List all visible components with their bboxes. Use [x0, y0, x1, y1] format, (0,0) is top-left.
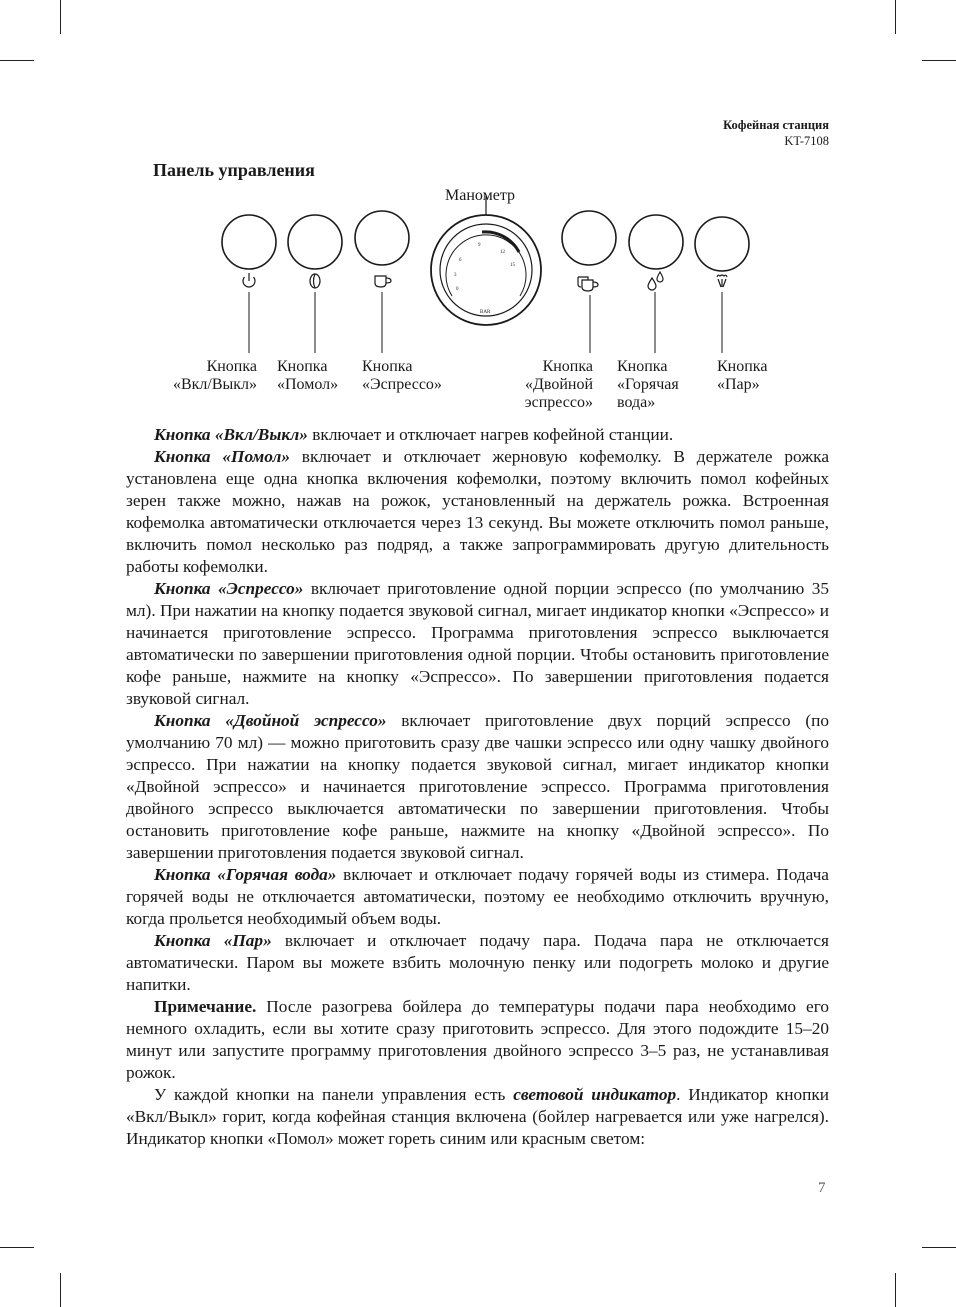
label-line: «Эспрессо»	[362, 376, 442, 393]
cup-icon	[375, 276, 391, 287]
paragraph-text: включает приготовление двух порций эспрессо (по умолчанию 70 мл) — можно приготовить сразу две чашки эспрессо или одну чашку двойного эспрессо. При нажатии на кнопку подается звуковой сигнал, мигает индикатор кнопки «Двойной эспрессо» и начинается приготовление эспрессо. Программа приготовления двойного эспрессо выключается автоматически по завершении приготовления. Чтобы остановить приготовление кофе раньше, нажмите на кнопку «Двойной эспрессо». По завершении приготовления подается звуковой сигнал.	[126, 711, 830, 862]
label-line: вода»	[617, 394, 656, 411]
label-line: «Помол»	[277, 376, 339, 393]
paragraph-lead: Кнопка «Вкл/Выкл»	[154, 425, 308, 444]
coffee-bean-icon	[310, 274, 320, 288]
label-line: Кнопка	[717, 358, 768, 375]
paragraph-steam	[126, 930, 829, 996]
power-icon	[243, 273, 255, 287]
label-line: Кнопка	[362, 358, 413, 375]
button-grind-circle	[288, 215, 342, 269]
paragraph-text: У каждой кнопки на панели управления есть	[154, 1085, 514, 1104]
crop-mark	[895, 1273, 896, 1307]
gauge-tick-0: 0	[456, 287, 459, 292]
paragraph-emphasis: световой индикатор	[513, 1085, 677, 1104]
note-lead: Примечание.	[154, 997, 257, 1016]
label-line: «Пар»	[717, 376, 760, 393]
button-espresso-circle	[355, 211, 409, 265]
header-model: KT-7108	[784, 134, 829, 148]
paragraph-lead: Кнопка «Горячая вода»	[154, 865, 337, 884]
label-line: Кнопка	[277, 358, 328, 375]
paragraph-power	[126, 424, 829, 446]
gauge-tick-6: 6	[459, 258, 462, 263]
gauge-tick-3: 3	[454, 273, 457, 278]
water-drops-icon	[648, 272, 663, 290]
label-line: Кнопка	[542, 358, 593, 375]
page-number: 7	[818, 1180, 826, 1196]
label-line: «Двойной	[524, 376, 593, 393]
button-power-circle	[222, 215, 276, 269]
label-line: эспрессо»	[524, 394, 593, 411]
gauge-brand: BAR	[480, 310, 491, 315]
control-panel-diagram	[0, 0, 956, 420]
body-text	[126, 424, 829, 1150]
paragraph-hot-water	[126, 864, 829, 930]
crop-mark	[0, 1247, 34, 1248]
paragraph-grind	[126, 446, 829, 578]
paragraph-text: включает приготовление одной порции эспрессо (по умолчанию 35 мл). При нажатии на кнопку подается звуковой сигнал, мигает индикатор кнопки «Эспрессо» и начинается приготовление эспрессо. Программа приготовления эспрессо выключается автоматически по завершении приготовления одной порции. Чтобы остановить приготовление кофе раньше, нажмите на кнопку «Эспрессо». По завершении приготовления подается звуковой сигнал.	[126, 579, 829, 708]
paragraph-lead: Кнопка «Помол»	[154, 447, 290, 466]
gauge-tick-9: 9	[478, 243, 481, 248]
paragraph-double-espresso	[126, 710, 829, 864]
note-text: После разогрева бойлера до температуры подачи пара необходимо его немного охладить, если вы хотите сразу приготовить эспрессо. Для этого подождите 15–20 минут или запустите программу приготовления двойного эспрессо 3–5 раз, не устанавливая рожок.	[126, 997, 829, 1082]
paragraph-lead: Кнопка «Эспрессо»	[154, 579, 304, 598]
button-double-espresso-circle	[562, 211, 616, 265]
paragraph-text: включает и отключает подачу горячей воды из стимера. Подача горячей воды не отключается автоматически, поэтому ее необходимо отключить вручную, когда прольется необходимый объем воды.	[126, 865, 829, 928]
paragraph-text: включает и отключает подачу пара. Подача пара не отключается автоматически. Паром вы можете взбить молочную пенку или подогреть молоко и другие напитки.	[126, 931, 829, 994]
gauge-label: Манометр	[445, 187, 515, 204]
button-steam-label	[717, 358, 767, 394]
paragraph-indicator	[126, 1084, 829, 1150]
paragraph-text: включает и отключает нагрев кофейной станции.	[307, 425, 674, 444]
pressure-gauge	[431, 196, 541, 325]
button-grind-label	[277, 358, 338, 394]
button-double-espresso-label	[497, 358, 593, 412]
paragraph-note	[126, 996, 829, 1084]
label-line: Кнопка	[206, 358, 257, 375]
double-cup-icon	[578, 277, 598, 291]
label-line: «Горячая	[617, 376, 679, 393]
steam-icon	[717, 275, 727, 287]
label-line: Кнопка	[617, 358, 668, 375]
paragraph-lead: Кнопка «Двойной эспрессо»	[154, 711, 387, 730]
paragraph-espresso	[126, 578, 829, 710]
crop-mark	[922, 1247, 956, 1248]
button-espresso-label	[362, 358, 442, 394]
button-steam-circle	[695, 217, 749, 271]
button-power-label	[161, 358, 257, 394]
paragraph-lead: Кнопка «Пар»	[154, 931, 272, 950]
button-hot-water-circle	[629, 215, 683, 269]
crop-mark	[60, 1273, 61, 1307]
button-hot-water-label	[617, 358, 679, 412]
paragraph-text: включает и отключает жерновую кофемолку. В держателе рожка установлена еще одна кнопка включения кофемолки, поэтому включить помол кофейных зерен также можно, нажав на рожок, установленный на держатель рожка. Встроенная кофемолка автоматически отключается через 13 секунд. Вы можете отключить помол раньше, включить помол несколько раз подряд, а также запрограммировать другую длительность работы кофемолки.	[126, 447, 829, 576]
gauge-tick-15: 15	[510, 263, 515, 268]
header-title: Кофейная станция	[723, 118, 829, 132]
paragraph-text: . Индикатор кнопки «Вкл/Выкл» горит, когда кофейная станция включена (бойлер нагревается или уже нагрелся). Индикатор кнопки «Помол» может гореть синим или красным светом:	[126, 1085, 829, 1148]
gauge-tick-12: 12	[500, 250, 505, 255]
leader-lines	[249, 292, 722, 353]
label-line: «Вкл/Выкл»	[172, 376, 257, 393]
section-title: Панель управления	[153, 160, 315, 180]
